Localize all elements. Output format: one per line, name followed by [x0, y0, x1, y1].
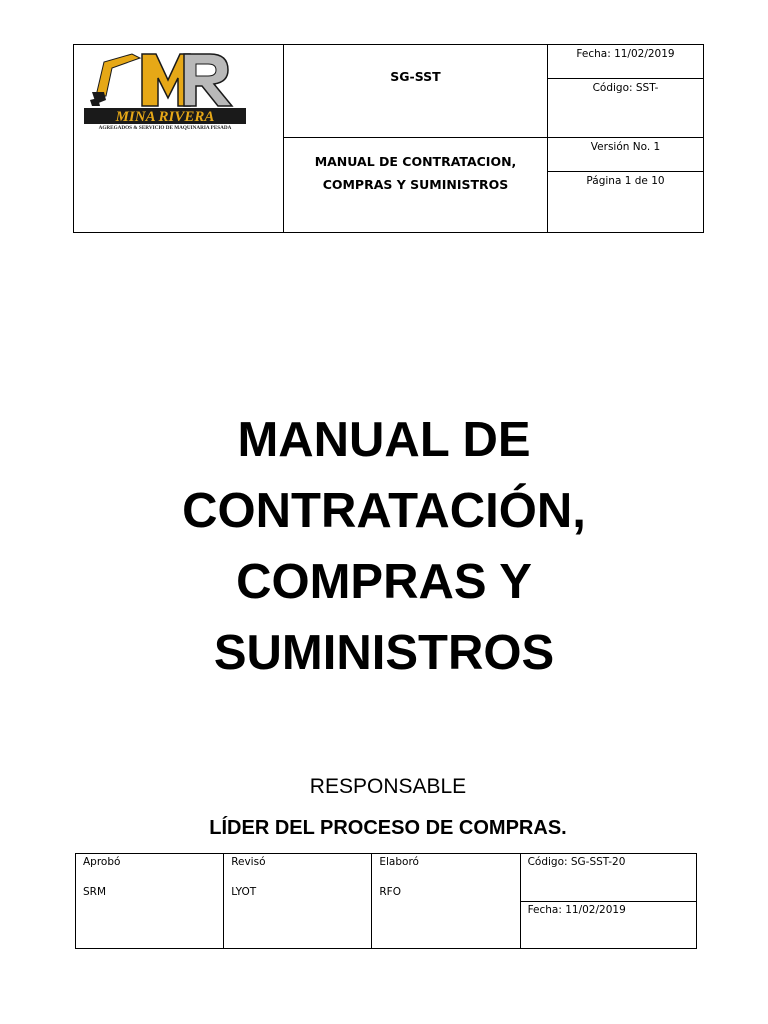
- main-title-line-1: MANUAL DE: [237, 413, 531, 467]
- header-codigo: Código: SST-: [592, 82, 659, 94]
- header-version: Versión No. 1: [590, 141, 661, 153]
- company-logo: [82, 48, 248, 130]
- elaboro-label: Elaboró: [379, 856, 419, 868]
- aprobo-label: Aprobó: [83, 856, 121, 868]
- footer-fecha: Fecha: 11/02/2019: [527, 903, 626, 916]
- fecha-cell: [548, 45, 704, 138]
- reviso-cell: [224, 854, 372, 949]
- pagina-cell: [548, 171, 703, 218]
- aprobo-cell: [76, 854, 224, 949]
- footer-fecha-cell: [520, 901, 696, 949]
- main-title-line-3: COMPRAS Y: [236, 555, 532, 609]
- approval-table: [75, 853, 697, 949]
- main-title-line-2: CONTRATACIÓN,: [182, 484, 586, 538]
- responsable-role: LÍDER DEL PROCESO DE COMPRAS.: [209, 817, 567, 839]
- reviso-value: LYOT: [231, 886, 257, 898]
- elaboro-cell: [372, 854, 520, 949]
- logo-cell: [74, 45, 284, 233]
- system-name: SG-SST: [390, 69, 441, 84]
- header-fecha: Fecha: 11/02/2019: [576, 48, 675, 60]
- version-cell: [548, 138, 704, 233]
- aprobo-value: SRM: [83, 886, 107, 898]
- document-header-table: [73, 44, 704, 233]
- main-title: [0, 405, 768, 689]
- responsable-label: RESPONSABLE: [309, 775, 467, 798]
- footer-codigo: Código: SG-SST-20: [527, 856, 626, 868]
- elaboro-value: RFO: [379, 886, 401, 898]
- mina-rivera-logo-graphic: [82, 48, 248, 130]
- codigo-cell: [548, 78, 703, 125]
- header-pagina: Página 1 de 10: [586, 175, 665, 187]
- document-title-cell: [284, 138, 548, 233]
- document-title-line-2: COMPRAS Y SUMINISTROS: [322, 177, 509, 192]
- document-title-line-1: MANUAL DE CONTRATACION,: [314, 154, 517, 169]
- logo-brand-text: MINA RIVERA: [115, 109, 215, 125]
- footer-codigo-cell: [520, 854, 696, 902]
- logo-tagline-text: AGREGADOS & SERVICIO DE MAQUINARIA PESADA: [98, 125, 232, 130]
- main-title-line-4: SUMINISTROS: [213, 626, 555, 680]
- reviso-label: Revisó: [231, 856, 266, 868]
- system-cell: [284, 45, 548, 138]
